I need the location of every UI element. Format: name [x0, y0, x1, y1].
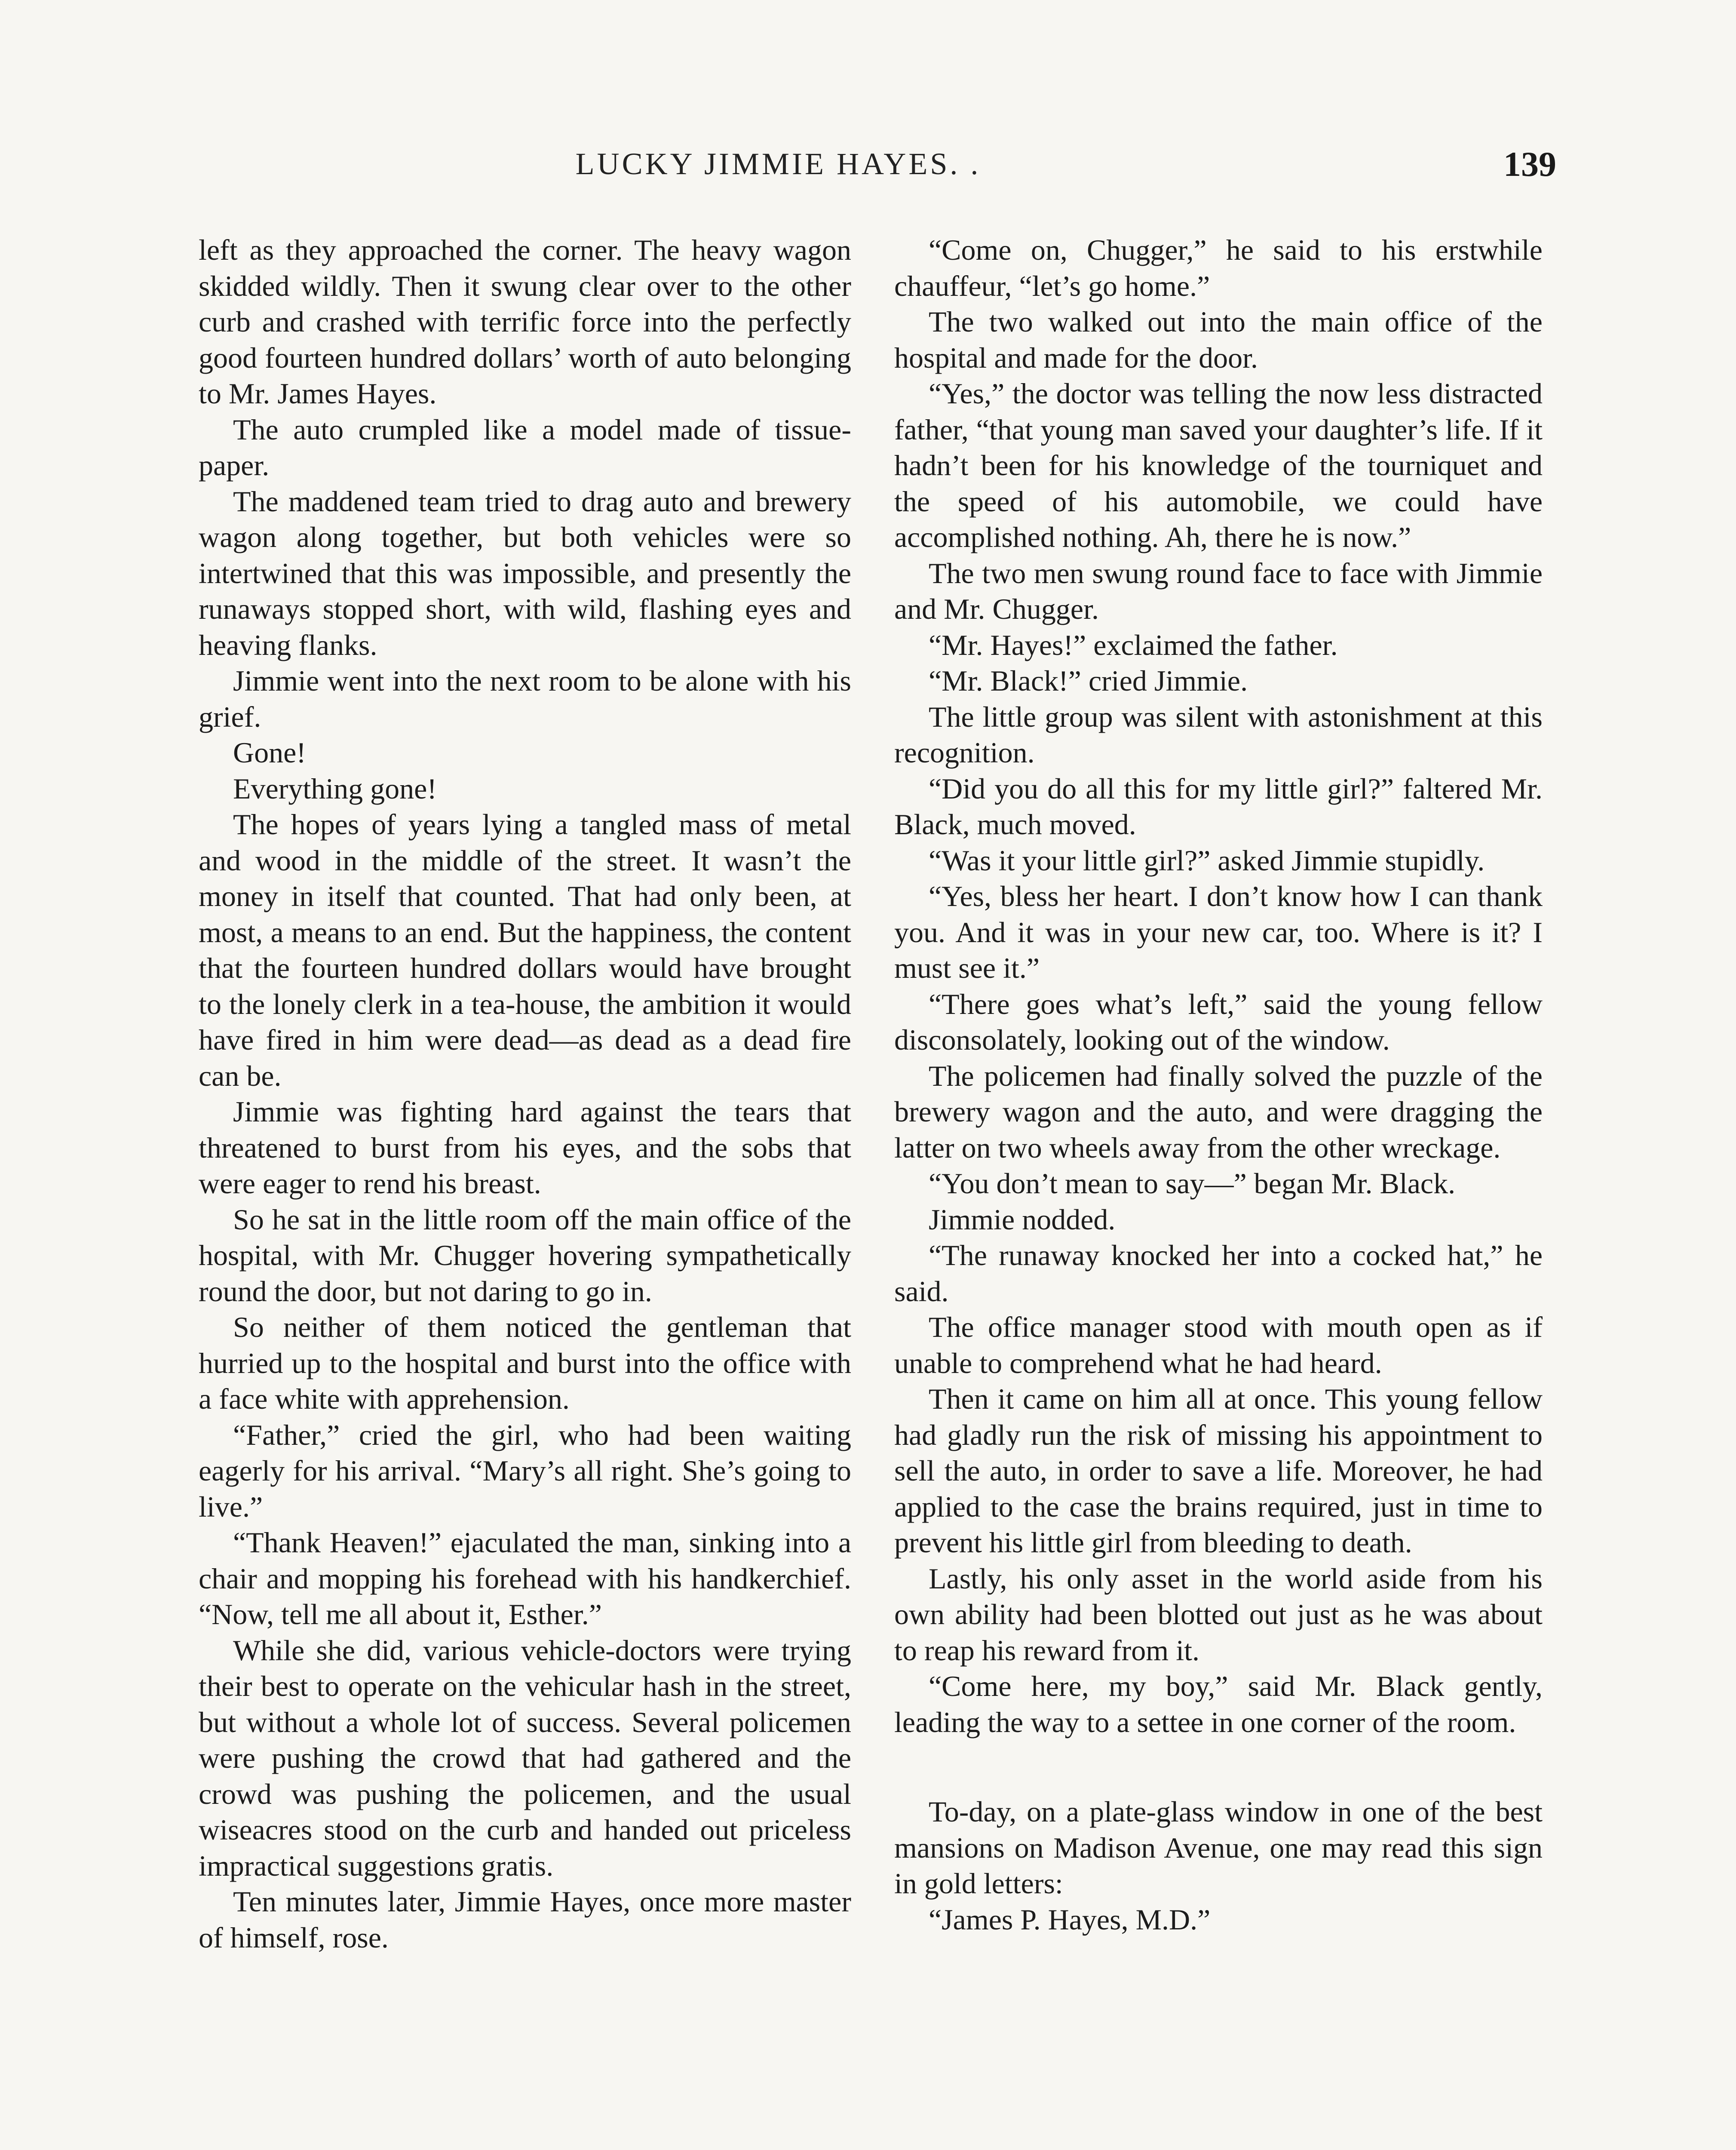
paragraph: So he sat in the little room off the main office of the hospital, with Mr. Chugger hovering sympathetically round the door, but not daring to go in.	[199, 1203, 851, 1308]
paragraph: “Father,” cried the girl, who had been waiting eagerly for his arrival. “Mary’s all right. She’s going to live.”	[199, 1418, 851, 1523]
paragraph: Then it came on him all at once. This young fellow had gladly run the risk of missing his appointment to sell the auto, in order to save a life. Moreover, he had applied to the case the brains required, just in time to prevent his little girl from bleeding to death.	[894, 1382, 1543, 1559]
paragraph: The two walked out into the main office of the hospital and made for the door.	[894, 305, 1543, 374]
paragraph: The maddened team tried to drag auto and brewery wagon along together, but both vehicles were so intertwined that this was impossible, and presently the runaways stopped short, with wild, flashing eyes and heaving flanks.	[199, 485, 851, 661]
page-number: 139	[1503, 144, 1556, 184]
paragraph: So neither of them noticed the gentleman that hurried up to the hospital and burst into the office with a face white with apprehension.	[199, 1311, 851, 1415]
paragraph: “There goes what’s left,” said the young fellow disconsolately, looking out of the window.	[894, 987, 1543, 1056]
sign-text: “James P. Hayes, M.D.”	[929, 1903, 1211, 1936]
paragraph: The policemen had finally solved the puzzle of the brewery wagon and the auto, and were dragging the latter on two wheels away from the other wreckage.	[894, 1059, 1543, 1164]
paragraph: Everything gone!	[233, 772, 437, 805]
paragraph: left as they approached the corner. The heavy wagon skidded wildly. Then it swung clear over to the other curb and crashed with terrific force into the perfectly good fourteen hundred dollars’ worth of auto belonging to Mr. James Hayes.	[199, 233, 851, 410]
paragraph: “The runaway knocked her into a cocked hat,” he said.	[894, 1239, 1543, 1308]
paragraph: The two men swung round face to face with Jimmie and Mr. Chugger.	[894, 556, 1543, 625]
paragraph: “Mr. Hayes!” exclaimed the father.	[929, 628, 1338, 661]
paragraph: “Come on, Chugger,” he said to his erstwhile chauffeur, “let’s go home.”	[894, 233, 1543, 302]
paragraph: The little group was silent with astonishment at this recognition.	[894, 700, 1543, 769]
paragraph: “Yes, bless her heart. I don’t know how I can thank you. And it was in your new car, too. Where is it? I must see it.”	[894, 880, 1543, 984]
paragraph: The auto crumpled like a model made of tissue-paper.	[199, 413, 851, 482]
paragraph: The hopes of years lying a tangled mass of metal and wood in the middle of the street. It wasn’t the money in itself that counted. That had only been, at most, a means to an end. But the happiness, the content that the fourteen hundred dollars would have brought to the lonely clerk in a tea-house, the ambition it would have fired in him were dead—as dead as a dead fire can be.	[199, 808, 851, 1092]
paragraph: “Mr. Black!” cried Jimmie.	[929, 664, 1248, 697]
left-column	[199, 232, 851, 1956]
paragraph: “Thank Heaven!” ejaculated the man, sinking into a chair and mopping his forehead with his handkerchief. “Now, tell me all about it, Esther.”	[199, 1526, 851, 1631]
paragraph: “Did you do all this for my little girl?” faltered Mr. Black, much moved.	[894, 772, 1543, 841]
paragraph: “Was it your little girl?” asked Jimmie stupidly.	[929, 844, 1485, 877]
paragraph: Gone!	[233, 736, 306, 769]
paragraph: While she did, various vehicle-doctors were trying their best to operate on the vehicular hash in the street, but without a whole lot of success. Several policemen were pushing the crowd that had gathered and the crowd was pushing the policemen, and the usual wiseacres stood on the curb and handed out priceless impractical suggestions gratis.	[199, 1634, 851, 1882]
right-column	[894, 232, 1543, 1938]
paragraph: Jimmie was fighting hard against the tears that threatened to burst from his eyes, and the sobs that were eager to rend his breast.	[199, 1095, 851, 1200]
paragraph: Jimmie went into the next room to be alone with his grief.	[199, 664, 851, 733]
paragraph: “Yes,” the doctor was telling the now less distracted father, “that young man saved your daughter’s life. If it hadn’t been for his knowledge of the tourniquet and the speed of his automobile, we could have accomplished nothing. Ah, there he is now.”	[894, 377, 1543, 553]
paragraph: “Come here, my boy,” said Mr. Black gently, leading the way to a settee in one corner of the room.	[894, 1670, 1543, 1738]
paragraph: The office manager stood with mouth open as if unable to comprehend what he had heard.	[894, 1311, 1543, 1379]
paragraph: Lastly, his only asset in the world aside from his own ability had been blotted out just as he was about to reap his reward from it.	[894, 1562, 1543, 1667]
paragraph: “You don’t mean to say—” began Mr. Black.	[929, 1167, 1456, 1200]
closing-paragraph: To-day, on a plate-glass window in one of the best mansions on Madison Avenue, one may read this sign in gold letters:	[894, 1795, 1543, 1900]
running-title: LUCKY JIMMIE HAYES. .	[575, 147, 981, 181]
paragraph: Ten minutes later, Jimmie Hayes, once more master of himself, rose.	[199, 1885, 851, 1954]
paragraph: Jimmie nodded.	[929, 1203, 1116, 1236]
